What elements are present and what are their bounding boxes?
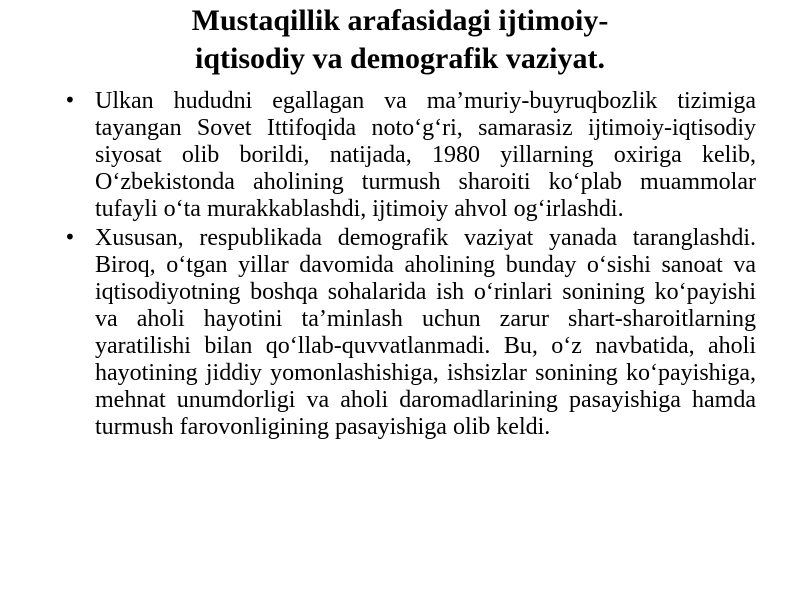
slide-title xyxy=(60,2,740,78)
slide-title-line-1: Mustaqillik arafasidagi ijtimoiy- xyxy=(191,4,609,37)
bullet-text-2: Xususan, respublikada demografik vaziyat yanada taranglashdi. Biroq, o‘tgan yillar davomida aholining bunday o‘sishi sanoat va iqtisodiyotning boshqa sohalarida ish o‘rinlari sonining ko‘payishi va aholi hayotini ta’minlash uchun zarur shart-sharoitlarning yaratilishi bilan qo‘llab-quvvatlanmadi. Bu, o‘z navbatida, aholi hayotining jiddiy yomonlashishiga, ishsizlar sonining ko‘payishiga, mehnat unumdorligi va aholi daromadlarining pasayishiga hamda turmush farovonligining pasayishiga olib keldi. xyxy=(95,225,756,440)
bullet-item-1 xyxy=(64,88,756,223)
bullet-list xyxy=(64,88,756,443)
slide-title-line-2: iqtisodiy va demografik vaziyat. xyxy=(195,42,605,75)
bullet-item-2 xyxy=(64,225,756,441)
bullet-dot-icon: • xyxy=(64,88,76,112)
bullet-text-1: Ulkan hududni egallagan va ma’muriy-buyruqbozlik tizimiga tayangan Sovet Ittifoqida noto‘g‘ri, samarasiz ijtimoiy-iqtisodiy siyosat olib borildi, natijada, 1980 yillarning oxiriga kelib, O‘zbekistonda aholining turmush sharoiti ko‘plab muammolar tufayli o‘ta murakkablashdi, ijtimoiy ahvol og‘irlashdi. xyxy=(95,88,756,222)
bullet-dot-icon: • xyxy=(64,225,76,249)
